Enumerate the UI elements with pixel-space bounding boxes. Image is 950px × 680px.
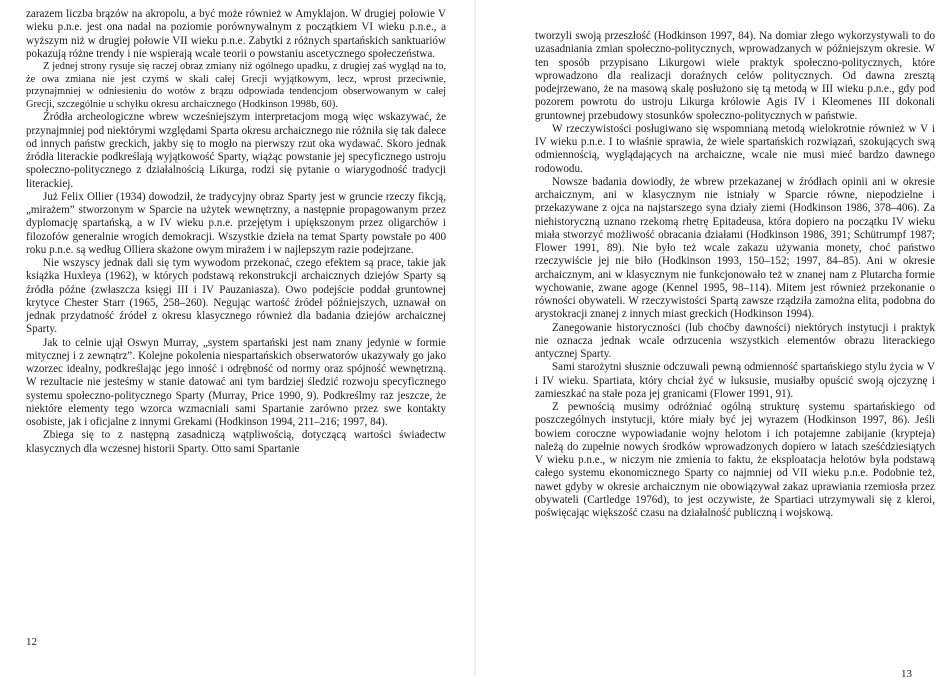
- paragraph: Źródła archeologiczne wbrew wcześniejszym interpretacjom mogą więc wskazywać, że przynajmniej pod niektórymi względami Sparta okresu archaicznego nie różniła się tak dalece od innych państw greckich, jakby się to mogło na pierwszy rzut oka wydawać. Skoro jednak źródła literackie podkreślają wyjątkowość Sparty, wiążąc powstanie jej specyficznego ustroju społeczno-politycznego z działalnością Likurga, rodzi się pytanie o wiarygodność tradycji literackiej.: [26, 111, 446, 190]
- paragraph: Sami starożytni słusznie odczuwali pewną odmienność spartańskiego stylu życia w V i IV wieku. Spartiata, który chciał żyć w luksusie, musiałby opuścić swoją ojczyznę i zamieszkać na stałe poza jej granicami (Flower 1991, 91).: [535, 361, 935, 400]
- paragraph: Nie wszyscy jednak dali się tym wywodom przekonać, czego efektem są prace, takie jak książka Huxleya (1962), w których podstawą rekonstrukcji archaicznych dziejów Sparty są źródła późne (zwłaszcza księgi III i IV Pauzaniasza). Owo podejście poddał gruntownej krytyce Chester Starr (1965, 258–260). Negując wartość źródeł późniejszych, uznawał on jednak przydatność źródeł z okresu klasycznego również dla badania dziejów archaicznej Sparty.: [26, 257, 446, 336]
- paragraph: tworzyli swoją przeszłość (Hodkinson 1997, 84). Na domiar złego wykorzystywali to do uzasadniania zmian społeczno-politycznych, wprowadzanych w późniejszym okresie. W ten sposób przypisano Likurgowi wiele praktyk społeczno-politycznych, które wprowadzono dla realizacji doraźnych celów politycznych. Od dawna zresztą podejrzewano, że na masową skalę posłużono się tą metodą w III wieku p.n.e., gdy pod pozorem powrotu do ustroju Likurga królowie Agis IV i Kleomenes III dokonali gruntownej przebudowy stosunków społeczno-politycznych w państwie.: [535, 30, 935, 122]
- paragraph: Już Felix Ollier (1934) dowodził, że tradycyjny obraz Sparty jest w gruncie rzeczy fikcją, „mirażem” stworzonym w Sparcie na użytek wewnętrzny, a następnie propagowanym przez dyplomację spartańską, a w IV wieku p.n.e. przejętym i upiększonym przez oligarchów i filozofów generalnie wrogich demokracji. Wszystkie dzieła na temat Sparty powstałe po 400 roku p.n.e. są według Olliera skażone owym mirażem i w najlepszym razie podejrzane.: [26, 190, 446, 256]
- paragraph: Nowsze badania dowiodły, że wbrew przekazanej w źródłach opinii ani w okresie archaicznym, ani w klasycznym nie istniały w Sparcie równe, niepodzielne i przekazywane z ojca na najstarszego syna działy ziemi (Hodkinson 1986, 378–406). Za niehistoryczną uznano rzekomą rhetrę Epitadeusa, która dopiero na początku IV wieku miała stworzyć możliwość obracania działami (Hodkinson 1986, 391; Schütrumpf 1987; Flower 1991, 89). Nie było też wcale zakazu używania monety, choć państwo rzeczywiście jej nie biło (Hodkinson 1993, 150–152; 1997, 84–85). Ani w okresie archaicznym, ani w klasycznym nie funkcjonowało też w znanej nam z Plutarcha formie wychowanie, zwane agoge (Kennel 1995, 98–114). Mitem jest również przekonanie o równości obywateli. W rzeczywistości Spartą zawsze rządziła zamożna elita, podobna do arystokracji znanej z innych miast greckich (Hodkinson 1994).: [535, 175, 935, 321]
- paragraph: Z pewnością musimy odróżniać ogólną strukturę systemu spartańskiego od poszczególnych instytucji, które miały być jej wyrazem (Hodkinson 1997, 86). Jeśli bowiem coroczne wypowiadanie wojny helotom i ich potajemne zabijanie (krypteja) należą do zupełnie nowych środków wprowadzonych dopiero w latach sześćdziesiątych V wieku p.n.e., w niczym nie zmienia to faktu, że eksploatacja helotów była podstawą całego systemu ekonomicznego Sparty co najmniej od VII wieku p.n.e. Podobnie też, nawet gdyby w okresie archaicznym nie obowiązywał zakaz uprawiania rzemiosła przez obywateli (Cartledge 1976d), to jest oczywiste, że Spartiaci utrzymywali się z kleroi, poświęcając większość czasu na działalność publiczną i wojskową.: [535, 401, 935, 519]
- page-number: 12: [26, 636, 37, 648]
- left-page: [0, 0, 475, 676]
- paragraph: zarazem liczba brązów na akropolu, a być może również w Amyklajon. W drugiej połowie V wieku p.n.e. jest ona nadal na poziomie porównywalnym z początkiem VI wieku p.n.e., a wyższym niż w drugiej połowie VII wieku p.n.e. Zabytki z różnych spartańskich sanktuariów pokazują różne trendy i nie wspierają wcale teorii o powstaniu ascetycznego społeczeństwa.: [26, 8, 446, 60]
- paragraph: Jak to celnie ujął Oswyn Murray, „system spartański jest nam znany jedynie w formie mitycznej i z zewnątrz”. Kolejne pokolenia niespartańskich obserwatorów ukazywały go jako wzorzec idealny, podkreślając jego inność i odrębność od normy oraz spójność wewnętrzną. W rezultacie nie jesteśmy w stanie datować ani tym bardziej śledzić rozwoju specyficznego systemu społeczno-politycznego Sparty (Murray, Price 1990, 9). Podkreślmy raz jeszcze, że niektóre elementy tego wzorca wzmacniali sami Spartanie zarówno przez swe kontakty osobiste, jak i oficjalne z innymi Grekami (Hodkinson 1994, 211–216; 1997, 84).: [26, 336, 446, 429]
- paragraph: Zbiega się to z następną zasadniczą wątpliwością, dotyczącą wartości świadectw klasycznych dla wczesnej historii Sparty. Otto sami Spartanie: [26, 429, 446, 455]
- right-page: [475, 0, 950, 676]
- paragraph: W rzeczywistości posługiwano się wspomnianą metodą wielokrotnie również w V i IV wieku p.n.e. I to właśnie sprawia, że wiele spartańskich rozwiązań, szokujących swą odmiennością, wyglądających na archaiczne, wcale nie musi mieć bardzo dawnego rodowodu.: [535, 122, 935, 175]
- paragraph: Z jednej strony rysuje się raczej obraz zmiany niż ogólnego upadku, z drugiej zaś wygląd na to, że owa zmiana nie jest czymś w skali całej Grecji wyjątkowym, lecz, wprost przeciwnie, przynajmniej w odniesieniu do wotów z brązu odpowiada tendencjom obserwowanym w całej Grecji, szczególnie u schyłku okresu archaicznego (Hodkinson 1998b, 60).: [26, 61, 446, 110]
- paragraph: Zanegowanie historyczności (lub choćby dawności) niektórych instytucji i praktyk nie oznacza jednak wcale odrzucenia wszystkich elementów obrazu literackiego antycznej Sparty.: [535, 321, 935, 360]
- right-text-column: [535, 30, 935, 520]
- left-text-column: [26, 8, 446, 456]
- page-number: 13: [901, 668, 912, 680]
